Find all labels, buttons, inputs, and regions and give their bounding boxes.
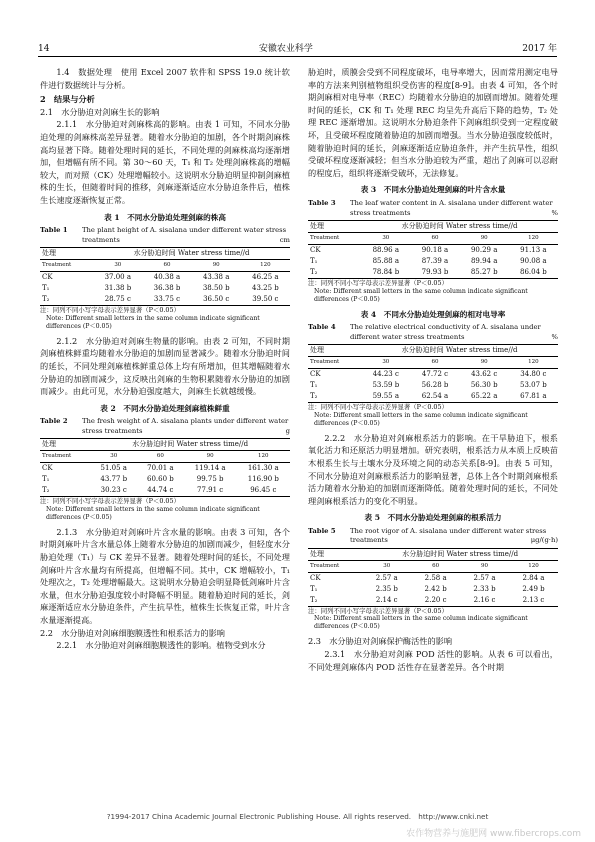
- table-title-en: [82, 226, 290, 245]
- row-label: CK: [310, 574, 321, 583]
- table-title-en: [350, 323, 558, 342]
- cell: 85.88 a: [372, 257, 400, 266]
- cell: 40.38 a: [153, 273, 181, 282]
- section-2-1-heading: 2.1 水分胁迫对剑麻生长的影响: [40, 106, 160, 117]
- col-header-day: 120: [509, 357, 558, 369]
- cell: 53.59 b: [372, 381, 400, 390]
- cell: 2.14 c: [362, 595, 411, 607]
- cell: 78.84 b: [361, 267, 410, 279]
- table-row: [40, 463, 290, 475]
- header-rule: [38, 56, 557, 57]
- section-2-2-1: 2.2.1 水分胁迫对剑麻细胞膜透性的影响。植物受到水分: [56, 640, 266, 651]
- table-4: [308, 309, 558, 428]
- cell: 2.49 b: [522, 585, 545, 594]
- table-unit: g: [285, 426, 290, 435]
- section-2-2-heading: 2.2 水分胁迫对剑麻细胞膜透性和根系活力的影响: [40, 627, 225, 638]
- table-row: [308, 595, 558, 607]
- cell: 70.01 a: [147, 464, 174, 473]
- cell: 2.58 a: [424, 574, 447, 583]
- col-header-treatment-en: Treatment: [40, 451, 90, 463]
- col-header-day: 90: [460, 561, 509, 573]
- col-header-time: 水分胁迫时间 Water stress time//d: [90, 439, 290, 451]
- table-title-en: [82, 417, 290, 436]
- cell: 90.08 a: [520, 257, 547, 266]
- col-header-day: 60: [410, 233, 459, 245]
- cell: 90.18 a: [421, 246, 449, 255]
- cell: 2.57 a: [473, 574, 496, 583]
- table-5: [308, 512, 558, 631]
- table-title-text: The root vigor of A. sisalana under different water stress treatments: [350, 526, 547, 545]
- table-note-cn: 注：同列不同小写字母表示差异显著（P＜0.05）: [308, 279, 448, 288]
- table-caption-cn: 表 1 不同水分胁迫处理剑麻的株高: [104, 212, 226, 222]
- row-label: T₁: [310, 585, 318, 594]
- col-header-day: 120: [241, 260, 290, 272]
- row-label: T₂: [308, 267, 361, 279]
- col-header-day: 30: [361, 357, 410, 369]
- cell: 30.23 c: [90, 485, 137, 497]
- cell: 2.33 b: [473, 585, 496, 594]
- cell: 65.22 a: [460, 391, 509, 403]
- table-unit: %: [551, 332, 558, 341]
- table-title-text: The relative electrical conductivity of A. sisalana under different water stress treatments: [350, 323, 541, 341]
- col-header-day: 90: [460, 233, 509, 245]
- table-row: [308, 256, 558, 267]
- table-caption-cn: 表 5 不同水分胁迫处理剑麻的根系活力: [364, 513, 502, 523]
- cell: 33.75 c: [142, 294, 191, 306]
- cell: 161.30 a: [247, 464, 279, 473]
- section-2-2-2: 2.2.2 水分胁迫对剑麻根系活力的影响。在干旱胁迫下，根系氧化活力和还原活力明显增加。研究表明，根系活力从本质上反映苗木根系生长与土壤水分及环境之间的动态关系[8-9]。由表 5 可知，不同水分胁迫对剑麻根系活力的影响显著，总体上各个时期剑麻根系活力随着水分胁迫的加剧而逐渐降低。随着处理时间的延长，不同处理剑麻根系活力的变化不明显。: [308, 432, 558, 506]
- col-header-treatment: 处理: [40, 248, 93, 260]
- col-header-day: 60: [411, 561, 460, 573]
- col-header-day: 90: [192, 260, 241, 272]
- cell: 43.77 b: [100, 475, 128, 484]
- cell: 87.39 a: [421, 257, 449, 266]
- cell: 36.38 b: [153, 284, 181, 293]
- row-label: T₂: [308, 391, 361, 403]
- cell: 47.72 c: [421, 370, 449, 379]
- col-header-day: 90: [460, 357, 509, 369]
- table-row: [308, 267, 558, 279]
- cell: 85.27 b: [460, 267, 509, 279]
- cell: 31.38 b: [104, 284, 132, 293]
- running-header: [38, 40, 557, 54]
- cell: 91.13 a: [520, 246, 547, 255]
- section-2-1-1: 2.1.1 水分胁迫对剑麻株高的影响。由表 1 可知，不同水分胁迫处理的剑麻株高差异显著。随着水分胁迫的加剧，各个时期剑麻株高均显著下降。随着处理时间的延长，不同处理的剑麻株高均逐渐增加，但增幅有所不同。第 30～60 天，T₁ 和 T₂ 处理剑麻株高的增幅较大，而对照（CK）处理增幅较小。这说明水分胁迫明显抑制剑麻植株的生长，但随着时间的推移，剑麻逐渐适应水分胁迫条件后，植株生长速度逐渐恢复正常。: [40, 119, 290, 205]
- col-header-time: 水分胁迫时间 Water stress time//d: [93, 248, 290, 260]
- cell: 36.50 c: [192, 294, 241, 306]
- data-table: [40, 438, 290, 497]
- cell: 44.23 c: [372, 370, 399, 379]
- cell: 37.00 a: [104, 273, 132, 282]
- col-header-day: 120: [509, 233, 558, 245]
- table-row: [40, 474, 290, 485]
- section-2-2-1-continued: 胁迫时，质膜会受到不同程度破坏，电导率增大，因而常用测定电导率的方法来判别植物组织受伤害的程度[8-9]。由表 4 可知，各个时期剑麻相对电导率（REC）均随着水分胁迫的加剧而增加。随着处理时间的延长，CK 和 T₁ 处理 REC 均呈先升高后下降的趋势，T₂ 处理 REC 逐渐增加。这说明水分胁迫条件下剑麻组织受到一定程度破坏，且受破坏程度随着胁迫的加剧而增强。当水分胁迫强度较低时，随着胁迫时间的延长，剑麻逐渐适应胁迫条件，并产生抗旱性，组织受破坏程度逐渐减轻；但当水分胁迫较为严重，超出了剑麻可以忍耐的程度后，组织将逐渐受破坏，无法修复。: [308, 67, 558, 178]
- table-note-cn: 注：同列不同小写字母表示差异显著（P＜0.05）: [40, 497, 180, 506]
- col-header-treatment-en: Treatment: [308, 233, 361, 245]
- col-header-treatment: 处理: [308, 345, 361, 357]
- table-row: [40, 294, 290, 306]
- cell: 62.54 a: [410, 391, 459, 403]
- table-caption-cn: 表 4 不同水分胁迫处理剑麻的相对电导率: [360, 309, 506, 319]
- table-unit: μg/(g·h): [530, 536, 558, 545]
- table-note-en: Note: Different small letters in the same column indicate significant differences (P＜0.05): [314, 411, 528, 427]
- data-table: [308, 548, 558, 607]
- section-2-3-1: 2.3.1 水分胁迫对剑麻 POD 活性的影响。从表 6 可以看出，不同处理剑麻体内 POD 活性存在显著差异。各个时期: [308, 649, 558, 672]
- table-row: [308, 391, 558, 403]
- data-table: [40, 247, 290, 306]
- table-title-text: The fresh weight of A. sisalana plants under different water stress treatments: [82, 417, 289, 435]
- col-header-day: 60: [137, 451, 184, 463]
- cell: 2.20 c: [411, 595, 460, 607]
- cell: 56.30 b: [470, 381, 498, 390]
- cell: 89.94 a: [470, 257, 498, 266]
- cell: 59.55 a: [361, 391, 410, 403]
- table-caption-cn: 表 3 不同水分胁迫处理剑麻的叶片含水量: [360, 185, 506, 195]
- cell: 2.42 b: [424, 585, 447, 594]
- cell: 99.75 b: [196, 475, 224, 484]
- table-note-cn: 注：同列不同小写字母表示差异显著（P＜0.05）: [308, 607, 448, 616]
- copyright-footer: ?1994-2017 China Academic Journal Electronic Publishing House. All rights reserved. http://www.cnki.net: [106, 812, 489, 821]
- col-header-treatment: 处理: [308, 549, 362, 561]
- table-note-en: Note: Different small letters in the same column indicate significant differences (P＜0.05): [46, 505, 260, 521]
- journal-year: 2017 年: [522, 44, 557, 54]
- table-3: [308, 184, 558, 303]
- section-2-1-2: 2.1.2 水分胁迫对剑麻生物量的影响。由表 2 可知，不同时期剑麻植株鲜重均随着水分胁迫的加剧而显著减少。随着水分胁迫时间的延长，不同处理剑麻植株鲜重总体上均有所增加，但其增幅随着水分胁迫的加剧而减少，这反映出剑麻的生物积累随着水分胁迫的加剧而减少。由此可见，水分胁迫强度越大，剑麻生长就越缓慢。: [40, 335, 290, 397]
- col-header-day: 30: [90, 451, 137, 463]
- cell: 2.16 c: [460, 595, 509, 607]
- cell: 119.14 a: [194, 464, 226, 473]
- table-caption-en: [40, 226, 290, 245]
- table-row: [308, 573, 558, 585]
- table-number: Table 4: [308, 323, 336, 332]
- cell: 46.25 a: [252, 273, 279, 282]
- cell: 43.62 c: [471, 370, 498, 379]
- table-caption-cn: 表 2 不同水分胁迫处理剑麻植株鲜重: [100, 403, 230, 413]
- table-2: [40, 403, 290, 522]
- cell: 79.93 b: [410, 267, 459, 279]
- row-label: CK: [310, 370, 321, 379]
- col-header-day: 30: [362, 561, 411, 573]
- table-unit: %: [551, 208, 558, 217]
- table-title-text: The plant height of A. sisalana under different water stress treatments: [82, 226, 287, 244]
- table-row: [40, 485, 290, 497]
- left-column: [40, 66, 290, 652]
- table-note-en: Note: Different small letters in the same column indicate significant differences (P＜0.05): [314, 287, 528, 303]
- table-unit: cm: [279, 235, 290, 244]
- row-label: T₁: [42, 284, 50, 293]
- cell: 116.90 b: [247, 475, 279, 484]
- row-label: T₂: [40, 294, 93, 306]
- row-label: T₂: [308, 595, 362, 607]
- cell: 43.38 a: [202, 273, 230, 282]
- row-label: CK: [310, 246, 321, 255]
- right-column: [308, 66, 558, 673]
- table-caption-en: [308, 323, 558, 342]
- cell: 2.35 b: [375, 585, 398, 594]
- cell: 88.96 a: [372, 246, 400, 255]
- cell: 39.50 c: [241, 294, 290, 306]
- col-header-time: 水分胁迫时间 Water stress time//d: [361, 221, 558, 233]
- cell: 60.60 b: [147, 475, 174, 484]
- table-number: Table 3: [308, 198, 336, 207]
- col-header-treatment: 处理: [308, 221, 361, 233]
- section-2-3-heading: 2.3 水分胁迫对剑麻保护酶活性的影响: [308, 636, 453, 647]
- cell: 56.28 b: [421, 381, 449, 390]
- data-table: [308, 220, 558, 279]
- cell: 67.81 a: [509, 391, 558, 403]
- table-title-en: [350, 527, 558, 546]
- table-caption-en: [40, 417, 290, 436]
- table-number: Table 5: [308, 526, 336, 535]
- cell: 96.45 c: [237, 485, 290, 497]
- col-header-treatment-en: Treatment: [308, 561, 362, 573]
- journal-name: 安徽农业科学: [258, 44, 313, 54]
- section-2-1-3: 2.1.3 水分胁迫对剑麻叶片含水量的影响。由表 3 可知，各个时期剑麻叶片含水量总体上随着水分胁迫的加剧而减少，但轻度水分胁迫处理（T₁）与 CK 差异不显著。随着处理时间的延长，不同处理剑麻叶片含水量均有所提高，但增幅不同。其中，CK 增幅较小，T₁ 处理次之，T₂ 处理增幅最大。这说明水分胁迫会明显降低剑麻叶片含水量，但水分胁迫强度较小时降幅不明显。随着胁迫时间的延长，剑麻逐渐适应水分胁迫条件，产生抗旱性，植株生长恢复正常，叶片含水量逐渐提高。: [40, 526, 290, 626]
- data-table: [308, 344, 558, 403]
- cell: 51.05 a: [100, 464, 127, 473]
- cell: 2.57 a: [375, 574, 398, 583]
- table-1: [40, 212, 290, 331]
- table-note-cn: 注：同列不同小写字母表示差异显著（P＜0.05）: [308, 403, 448, 412]
- table-note-en: Note: Different small letters in the same column indicate significant differences (P＜0.05): [314, 615, 528, 631]
- col-header-treatment-en: Treatment: [308, 357, 361, 369]
- table-row: [40, 272, 290, 284]
- col-header-day: 120: [509, 561, 558, 573]
- table-row: [308, 245, 558, 257]
- cell: 2.13 c: [509, 595, 558, 607]
- row-label: T₁: [42, 475, 50, 484]
- col-header-time: 水分胁迫时间 Water stress time//d: [361, 345, 558, 357]
- col-header-day: 30: [361, 233, 410, 245]
- page-number: 14: [38, 44, 50, 54]
- row-label: T₂: [40, 485, 90, 497]
- col-header-treatment: 处理: [40, 439, 90, 451]
- section-2-heading: 2 结果与分析: [40, 94, 95, 105]
- cell: 86.04 b: [509, 267, 558, 279]
- table-row: [308, 380, 558, 391]
- cell: 77.91 c: [184, 485, 237, 497]
- table-title-en: [350, 199, 558, 218]
- table-caption-en: [308, 199, 558, 218]
- col-header-time: 水分胁迫时间 Water stress time//d: [362, 549, 558, 561]
- site-watermark: 农作物营养与施肥网 www.fibercrops.com: [406, 829, 581, 839]
- cell: 28.75 c: [93, 294, 142, 306]
- cell: 38.50 b: [202, 284, 230, 293]
- row-label: T₁: [310, 381, 318, 390]
- col-header-treatment-en: Treatment: [40, 260, 93, 272]
- table-row: [40, 283, 290, 294]
- row-label: CK: [42, 273, 53, 282]
- table-title-text: The leaf water content in A. sisalana under different water stress treatments: [350, 198, 553, 217]
- table-note-en: Note: Different small letters in the same column indicate significant differences (P＜0.05): [46, 314, 260, 330]
- table-number: Table 2: [40, 417, 68, 426]
- cell: 43.25 b: [252, 284, 279, 293]
- table-note-cn: 注：同列不同小写字母表示差异显著（P＜0.05）: [40, 306, 180, 315]
- col-header-day: 90: [184, 451, 237, 463]
- col-header-day: 120: [237, 451, 290, 463]
- cell: 90.29 a: [470, 246, 498, 255]
- cell: 53.07 b: [520, 381, 547, 390]
- table-caption-en: [308, 527, 558, 546]
- row-label: T₁: [310, 257, 318, 266]
- col-header-day: 30: [93, 260, 142, 272]
- table-row: [308, 584, 558, 595]
- cell: 34.80 c: [520, 370, 547, 379]
- row-label: CK: [42, 464, 53, 473]
- table-number: Table 1: [40, 226, 68, 235]
- cell: 44.74 c: [137, 485, 184, 497]
- table-row: [308, 369, 558, 381]
- col-header-day: 60: [410, 357, 459, 369]
- cell: 2.84 a: [522, 574, 545, 583]
- col-header-day: 60: [142, 260, 191, 272]
- section-1-4: 1.4 数据处理 使用 Excel 2007 软件和 SPSS 19.0 统计软件进行数据统计与分析。: [40, 67, 290, 90]
